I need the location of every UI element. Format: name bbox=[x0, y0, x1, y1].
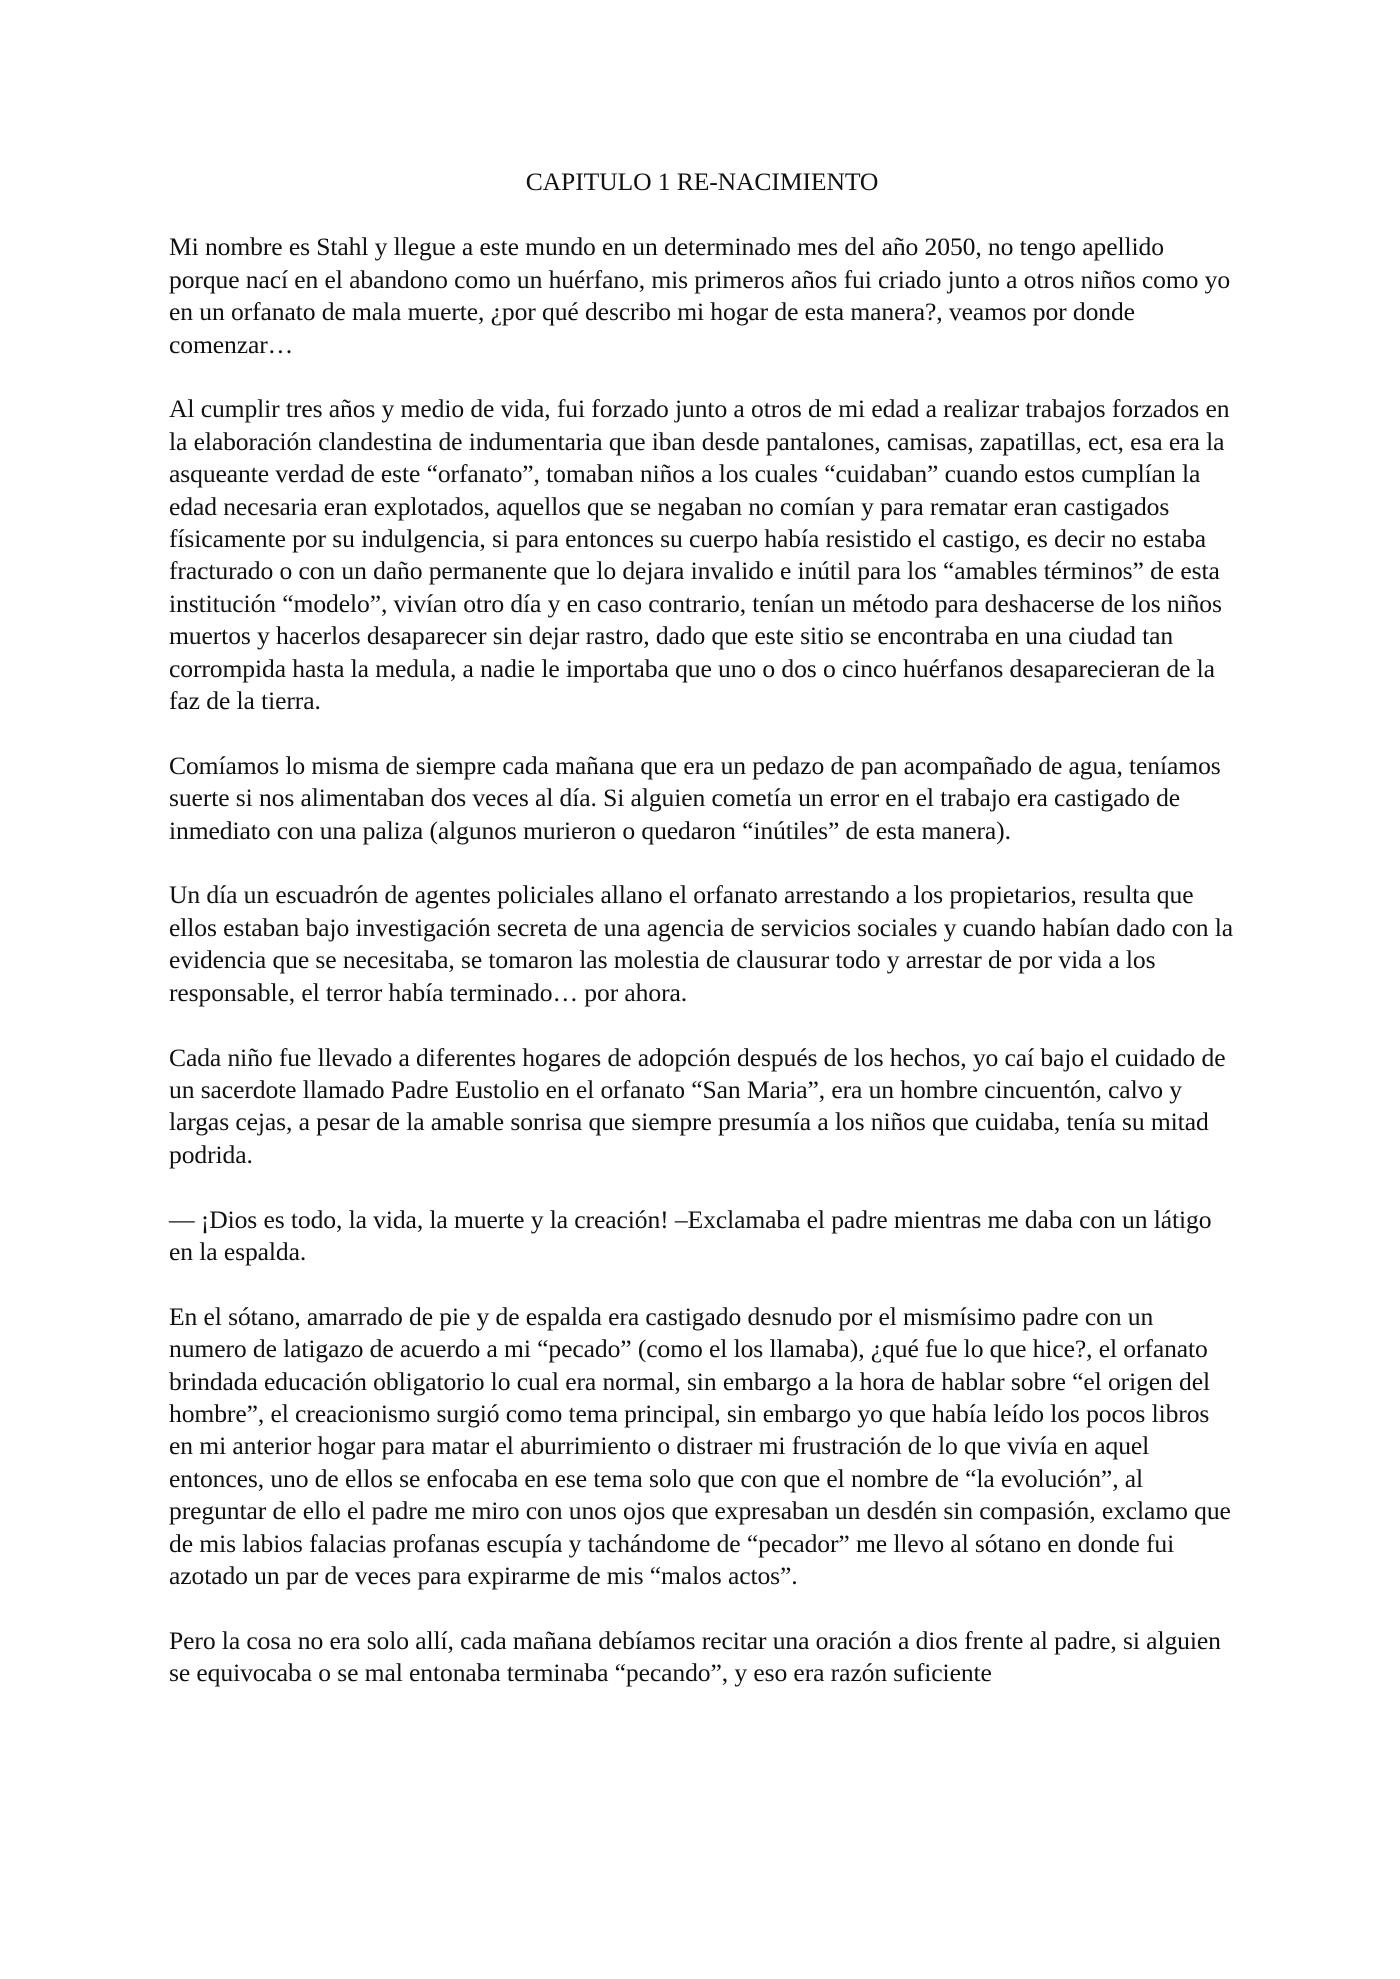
paragraph: Al cumplir tres años y medio de vida, fui forzado junto a otros de mi edad a realizar trabajos forzados en la elaboración clandestina de indumentaria que iban desde pantalones, camisas, zapatillas, ect, esa era la asqueante verdad de este “orfanato”, tomaban niños a los cuales “cuidaban” cuando estos cumplían la edad necesaria eran explotados, aquellos que se negaban no comían y para rematar eran castigados físicamente por su indulgencia, si para entonces su cuerpo había resistido el castigo, es decir no estaba fracturado o con un daño permanente que lo dejara invalido e inútil para los “amables términos” de esta institución “modelo”, vivían otro día y en caso contrario, tenían un método para deshacerse de los niños muertos y hacerlos desaparecer sin dejar rastro, dado que este sitio se encontraba en una ciudad tan corrompida hasta la medula, a nadie le importaba que uno o dos o cinco huérfanos desaparecieran de la faz de la tierra. bbox=[169, 394, 1230, 716]
document-body bbox=[169, 166, 1235, 1722]
paragraph: Pero la cosa no era solo allí, cada mañana debíamos recitar una oración a dios frente al padre, si alguien se equivocaba o se mal entonaba terminaba “pecando”, y eso era razón suficiente bbox=[169, 1625, 1221, 1688]
paragraph: Mi nombre es Stahl y llegue a este mundo en un determinado mes del año 2050, no tengo apellido porque nací en el abandono como un huérfano, mis primeros años fui criado junto a otros niños como yo en un orfanato de mala muerte, ¿por qué describo mi hogar de esta manera?, veamos por donde comenzar… bbox=[169, 232, 1231, 359]
paragraph: Cada niño fue llevado a diferentes hogares de adopción después de los hechos, yo caí bajo el cuidado de un sacerdote llamado Padre Eustolio en el orfanato “San Maria”, era un hombre cincuentón, calvo y largas cejas, a pesar de la amable sonrisa que siempre presumía a los niños que cuidaba, tenía su mitad podrida. bbox=[169, 1042, 1226, 1169]
paragraph: Comíamos lo misma de siempre cada mañana que era un pedazo de pan acompañado de agua, teníamos suerte si nos alimentaban dos veces al día. Si alguien cometía un error en el trabajo era castigado de inmediato con una paliza (algunos murieron o quedaron “inútiles” de esta manera). bbox=[169, 750, 1221, 845]
dialogue-paragraph: — ¡Dios es todo, la vida, la muerte y la creación! –Exclamaba el padre mientras me daba con un látigo en la espalda. bbox=[169, 1204, 1212, 1266]
paragraph: En el sótano, amarrado de pie y de espalda era castigado desnudo por el mismísimo padre con un numero de latigazo de acuerdo a mi “pecado” (como el los llamaba), ¿qué fue lo que hice?, el orfanato brindada educación obligatorio lo cual era normal, sin embargo a la hora de hablar sobre “el origen del hombre”, el creacionismo surgió como tema principal, sin embargo yo que había leído los pocos libros en mi anterior hogar para matar el aburrimiento o distraer mi frustración de lo que vivía en aquel entonces, uno de ellos se enfocaba en ese tema solo que con que el nombre de “la evolución”, al preguntar de ello el padre me miro con unos ojos que expresaban un desdén sin compasión, exclamo que de mis labios falacias profanas escupía y tachándome de “pecador” me llevo al sótano en donde fui azotado un par de veces para expirarme de mis “malos actos”. bbox=[169, 1301, 1231, 1590]
chapter-title: CAPITULO 1 RE-NACIMIENTO bbox=[525, 167, 879, 196]
paragraph: Un día un escuadrón de agentes policiales allano el orfanato arrestando a los propietarios, resulta que ellos estaban bajo investigación secreta de una agencia de servicios sociales y cuando habían dado con la evidencia que se necesitaba, se tomaron las molestia de clausurar todo y arrestar de por vida a los responsable, el terror había terminado… por ahora. bbox=[169, 880, 1234, 1007]
